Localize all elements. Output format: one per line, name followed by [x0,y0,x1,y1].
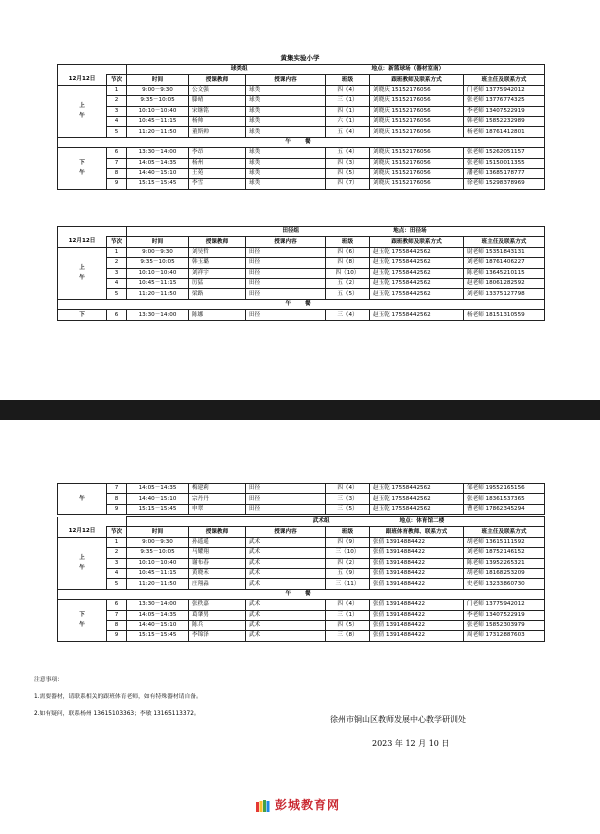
class-header: 班级 [326,75,370,85]
hr-cell: 张老师 15150011355 [464,158,545,168]
hr-cell: 潘老师 13685178777 [464,168,545,178]
date-header: 12月12日 [58,75,107,85]
teacher-cell: 王苑 [189,168,246,178]
follow-cell: 刘晓庆 15152176056 [370,106,464,116]
class-cell: 三（1） [326,610,370,620]
time-header: 时间 [127,75,189,85]
class-cell: 四（4） [326,600,370,610]
time-cell: 10:45－11:15 [127,116,189,126]
content-cell: 田径 [246,484,326,494]
content-cell: 武术 [246,558,326,568]
date-header: 12月12日 [58,237,107,247]
class-cell: 四（4） [326,85,370,95]
table-row [58,258,545,268]
follow-cell: 赵玉乾 17558442562 [370,247,464,257]
group-location: 地点：体育馆二楼 [399,518,445,525]
teacher-cell: 杨州 [189,158,246,168]
table-row [58,600,545,610]
content-cell: 武术 [246,610,326,620]
site-logo [255,796,340,813]
follow-cell: 刘晓庆 15152176056 [370,158,464,168]
follow-cell: 赵玉乾 17558442562 [370,278,464,288]
teacher-cell: 孙遥遥 [189,537,246,547]
teacher-header: 授课教师 [189,527,246,537]
hr-cell: 张老师 15262051157 [464,148,545,158]
time-cell: 15:15－15:45 [127,631,189,641]
follow-cell: 张倩 13914884422 [370,537,464,547]
content-cell: 球类 [246,168,326,178]
hr-cell: 陈老师 13645210115 [464,268,545,278]
period-cell: 5 [107,579,127,589]
hr-cell: 张老师 18361537365 [464,494,545,504]
period-cell: 3 [107,558,127,568]
follow-cell: 赵玉乾 17558442562 [370,504,464,514]
content-cell: 武术 [246,568,326,578]
teacher-cell: 韩玉璐 [189,258,246,268]
time-cell: 13:30－14:00 [127,148,189,158]
teacher-cell: 黄晓禾 [189,568,246,578]
half-day-label: 下 [58,310,107,321]
content-cell: 武术 [246,579,326,589]
period-cell: 8 [107,620,127,630]
table-row [58,620,545,630]
time-cell: 11:20－11:50 [127,579,189,589]
period-cell: 6 [107,600,127,610]
hr-cell: 杨老师 18151310559 [464,310,545,321]
period-cell: 4 [107,116,127,126]
content-cell: 武术 [246,631,326,641]
content-header: 授课内容 [246,75,326,85]
issuer-org: 徐州市铜山区教师发展中心教学研训处 [330,715,466,724]
half-day-label: 午 [58,484,107,515]
period-cell: 8 [107,168,127,178]
time-cell: 10:10－10:40 [127,106,189,116]
table-row [58,96,545,106]
half-day-label: 上 午 [58,85,107,137]
header-row [58,237,545,247]
follow-cell: 刘晓庆 15152176056 [370,127,464,137]
class-cell: 四（1） [326,106,370,116]
follow-cell: 张倩 13914884422 [370,620,464,630]
teacher-cell: 陈兵 [189,620,246,630]
content-cell: 田径 [246,289,326,299]
hr-cell: 刘老师 18752146152 [464,548,545,558]
meal-row [58,589,545,599]
period-cell: 5 [107,289,127,299]
teacher-cell: 葛肇男 [189,610,246,620]
group-location: 地点：田径场 [393,228,427,235]
track-schedule-table [57,226,545,321]
hr-cell: 胡老师 18168253209 [464,568,545,578]
time-cell: 9:35－10:05 [127,258,189,268]
hr-cell: 周老师 17312887603 [464,631,545,641]
class-cell: 四（4） [326,484,370,494]
header-row [58,527,545,537]
hr-cell: 尉老师 15351843131 [464,247,545,257]
follow-header: 跟班体育教师、联系方式 [370,527,464,537]
class-cell: 四（2） [326,558,370,568]
hr-cell: 曹老师 17862345294 [464,504,545,514]
class-cell: 五（2） [326,278,370,288]
hr-cell: 赵老师 18061282592 [464,278,545,288]
content-cell: 球类 [246,106,326,116]
hr-cell: 刘老师 18761406227 [464,258,545,268]
teacher-cell: 刘昊哲 [189,247,246,257]
teacher-cell: 宗丹丹 [189,494,246,504]
class-cell: 五（9） [326,568,370,578]
page-divider [0,400,600,420]
follow-cell: 张倩 13914884422 [370,548,464,558]
lunch-label: 午 餐 [58,137,545,147]
table-row [58,310,545,321]
follow-cell: 刘晓庆 15152176056 [370,96,464,106]
table-row [58,610,545,620]
follow-cell: 赵玉乾 17558442562 [370,484,464,494]
table-row [58,484,545,494]
table-title-row [58,65,545,75]
teacher-cell: 马耀翔 [189,548,246,558]
class-cell: 四（5） [326,168,370,178]
time-cell: 10:10－10:40 [127,268,189,278]
class-cell: 三（10） [326,548,370,558]
teacher-cell: 董斯帅 [189,127,246,137]
time-header: 时间 [127,237,189,247]
content-cell: 球类 [246,96,326,106]
content-cell: 田径 [246,247,326,257]
content-cell: 田径 [246,268,326,278]
time-cell: 10:45－11:15 [127,278,189,288]
content-cell: 田径 [246,494,326,504]
class-cell: 四（3） [326,158,370,168]
header-row [58,75,545,85]
content-cell: 武术 [246,537,326,547]
time-cell: 15:15－15:45 [127,504,189,514]
hr-cell: 韩老师 15852232989 [464,116,545,126]
teacher-header: 授课教师 [189,75,246,85]
follow-cell: 张倩 13914884422 [370,631,464,641]
class-cell: 六（1） [326,116,370,126]
follow-cell: 张倩 13914884422 [370,558,464,568]
hr-cell: 门老师 13775942012 [464,600,545,610]
table-row [58,127,545,137]
date-header: 12月12日 [58,527,107,537]
teacher-cell: 张秩嘉 [189,600,246,610]
hr-cell: 徐老师 15298378969 [464,179,545,189]
class-cell: 三（3） [326,494,370,504]
table-row [58,558,545,568]
follow-cell: 赵玉乾 17558442562 [370,289,464,299]
period-cell: 4 [107,278,127,288]
teacher-cell: 李锦泽 [189,631,246,641]
period-cell: 1 [107,247,127,257]
table-row [58,158,545,168]
table-row [58,579,545,589]
meal-row [58,299,545,309]
follow-cell: 张倩 13914884422 [370,600,464,610]
content-cell: 田径 [246,278,326,288]
class-cell: 五（5） [326,289,370,299]
period-cell: 3 [107,106,127,116]
hr-cell: 杨老师 18761412801 [464,127,545,137]
table-row [58,116,545,126]
follow-cell: 刘晓庆 15152176056 [370,85,464,95]
half-day-label: 上 午 [58,537,107,589]
class-cell: 四（10） [326,268,370,278]
class-cell: 三（4） [326,310,370,321]
period-cell: 1 [107,85,127,95]
school-title: 黄集实验小学 [280,54,320,62]
time-cell: 13:30－14:00 [127,310,189,321]
period-cell: 6 [107,310,127,321]
content-cell: 田径 [246,258,326,268]
teacher-cell: 公文强 [189,85,246,95]
period-cell: 7 [107,610,127,620]
hr-header: 班主任及联系方式 [464,527,545,537]
table-row [58,148,545,158]
group-location: 地点：新篮球场（器材室南） [371,66,445,73]
table-row [58,568,545,578]
time-cell: 9:35－10:05 [127,96,189,106]
content-cell: 球类 [246,158,326,168]
hr-cell: 李老师 13407522919 [464,106,545,116]
period-cell: 5 [107,127,127,137]
class-cell: 五（4） [326,148,370,158]
class-cell: 三（11） [326,579,370,589]
content-cell: 武术 [246,620,326,630]
group-name: 田径组 [282,228,300,235]
period-header: 节次 [107,75,127,85]
content-cell: 武术 [246,600,326,610]
teacher-cell: 庄翔淼 [189,579,246,589]
teacher-cell: 谢布春 [189,558,246,568]
class-header: 班级 [326,237,370,247]
class-cell: 四（9） [326,537,370,547]
note-item-2: 2.如有疑问，联系杨州 13615103363；李敏 13165113372。 [34,711,200,717]
hr-header: 班主任及联系方式 [464,75,545,85]
table-row [58,106,545,116]
period-cell: 2 [107,96,127,106]
class-cell: 四（8） [326,258,370,268]
teacher-cell: 厉猛 [189,278,246,288]
group-name: 武术组 [312,518,330,525]
time-cell: 11:20－11:50 [127,289,189,299]
hr-cell: 李老师 13407522919 [464,610,545,620]
time-cell: 14:05－14:35 [127,158,189,168]
book-logo-icon [255,798,271,812]
time-cell: 11:20－11:50 [127,127,189,137]
time-cell: 13:30－14:00 [127,600,189,610]
table-row [58,247,545,257]
period-cell: 2 [107,548,127,558]
teacher-cell: 李昂 [189,148,246,158]
period-cell: 7 [107,158,127,168]
follow-cell: 刘晓庆 15152176056 [370,179,464,189]
time-cell: 9:35－10:05 [127,548,189,558]
teacher-cell: 滕晴 [189,96,246,106]
content-header: 授课内容 [246,527,326,537]
table-row [58,168,545,178]
content-cell: 武术 [246,548,326,558]
table-row [58,631,545,641]
content-cell: 球类 [246,127,326,137]
time-cell: 14:40－15:10 [127,494,189,504]
hr-cell: 刘老师 13375127798 [464,289,545,299]
class-cell: 三（1） [326,96,370,106]
teacher-cell: 梁路 [189,289,246,299]
content-cell: 田径 [246,310,326,321]
class-cell: 三（8） [326,631,370,641]
time-cell: 14:40－15:10 [127,168,189,178]
time-cell: 14:40－15:10 [127,620,189,630]
period-header: 节次 [107,527,127,537]
teacher-cell: 李雪 [189,179,246,189]
period-cell: 7 [107,484,127,494]
follow-cell: 赵玉乾 17558442562 [370,494,464,504]
time-cell: 9:00－9:30 [127,85,189,95]
table-row [58,268,545,278]
follow-cell: 赵玉乾 17558442562 [370,258,464,268]
time-cell: 10:45－11:15 [127,568,189,578]
content-cell: 田径 [246,504,326,514]
class-cell: 四（6） [326,247,370,257]
table-row [58,494,545,504]
hr-cell: 张老师 15852303979 [464,620,545,630]
table-row [58,548,545,558]
period-cell: 9 [107,179,127,189]
follow-cell: 刘晓庆 15152176056 [370,148,464,158]
follow-cell: 刘晓庆 15152176056 [370,168,464,178]
teacher-cell: 杨帅 [189,116,246,126]
content-cell: 球类 [246,85,326,95]
hr-cell: 张老师 13776774325 [464,96,545,106]
hr-cell: 门老师 13775942012 [464,85,545,95]
class-cell: 五（4） [326,127,370,137]
track-schedule-continued-table [57,483,545,515]
hr-header: 班主任及联系方式 [464,237,545,247]
table-row [58,179,545,189]
hr-cell: 陈老师 13952265321 [464,558,545,568]
half-day-label: 下 午 [58,148,107,190]
notes-title: 注意事项： [34,677,63,683]
time-cell: 10:10－10:40 [127,558,189,568]
wushu-schedule-table [57,516,545,642]
period-cell: 1 [107,537,127,547]
group-title-row [127,65,545,75]
teacher-cell: 宋继铭 [189,106,246,116]
hr-cell: 胡老师 13615111592 [464,537,545,547]
follow-cell: 张倩 13914884422 [370,579,464,589]
follow-cell: 张倩 13914884422 [370,610,464,620]
follow-header: 跟班教师及联系方式 [370,237,464,247]
hr-cell: 邹老师 19552165156 [464,484,545,494]
follow-cell: 刘晓庆 15152176056 [370,116,464,126]
table-row [58,85,545,95]
group-title-row [127,517,545,527]
teacher-cell: 陈娜 [189,310,246,321]
time-cell: 14:05－14:35 [127,484,189,494]
content-cell: 球类 [246,179,326,189]
group-title-row [127,227,545,237]
table-row [58,278,545,288]
group-name: 球类组 [230,66,248,73]
half-day-label: 上 午 [58,247,107,299]
time-cell: 14:05－14:35 [127,610,189,620]
period-cell: 8 [107,494,127,504]
period-cell: 9 [107,631,127,641]
meal-row [58,137,545,147]
period-header: 节次 [107,237,127,247]
class-header: 班级 [326,527,370,537]
lunch-label: 午 餐 [58,589,545,599]
lunch-label: 午 餐 [58,299,545,309]
table-row [58,537,545,547]
period-cell: 3 [107,268,127,278]
follow-cell: 张倩 13914884422 [370,568,464,578]
time-cell: 9:00－9:30 [127,247,189,257]
follow-header: 跟班教师及联系方式 [370,75,464,85]
time-header: 时间 [127,527,189,537]
period-cell: 6 [107,148,127,158]
class-cell: 四（5） [326,620,370,630]
teacher-header: 授课教师 [189,237,246,247]
table-row [58,504,545,514]
teacher-cell: 梅建莉 [189,484,246,494]
logo-text: 彭城教育网 [275,798,341,812]
period-cell: 9 [107,504,127,514]
ball-schedule-table [57,64,545,190]
half-day-label: 下 午 [58,600,107,642]
time-cell: 15:15－15:45 [127,179,189,189]
teacher-cell: 刘祥宇 [189,268,246,278]
hr-cell: 史老师 13233860730 [464,579,545,589]
period-cell: 4 [107,568,127,578]
time-cell: 9:00－9:30 [127,537,189,547]
follow-cell: 赵玉乾 17558442562 [370,268,464,278]
content-cell: 球类 [246,116,326,126]
content-cell: 球类 [246,148,326,158]
period-cell: 2 [107,258,127,268]
note-item-1: 1.需要器材，请联系相关的跟班体育老师，如有特殊器材请自备。 [34,694,202,700]
issue-date: 2023 年 12 月 10 日 [372,739,450,748]
follow-cell: 赵玉乾 17558442562 [370,310,464,321]
teacher-cell: 申翠 [189,504,246,514]
class-cell: 四（7） [326,179,370,189]
class-cell: 三（5） [326,504,370,514]
content-header: 授课内容 [246,237,326,247]
table-row [58,289,545,299]
